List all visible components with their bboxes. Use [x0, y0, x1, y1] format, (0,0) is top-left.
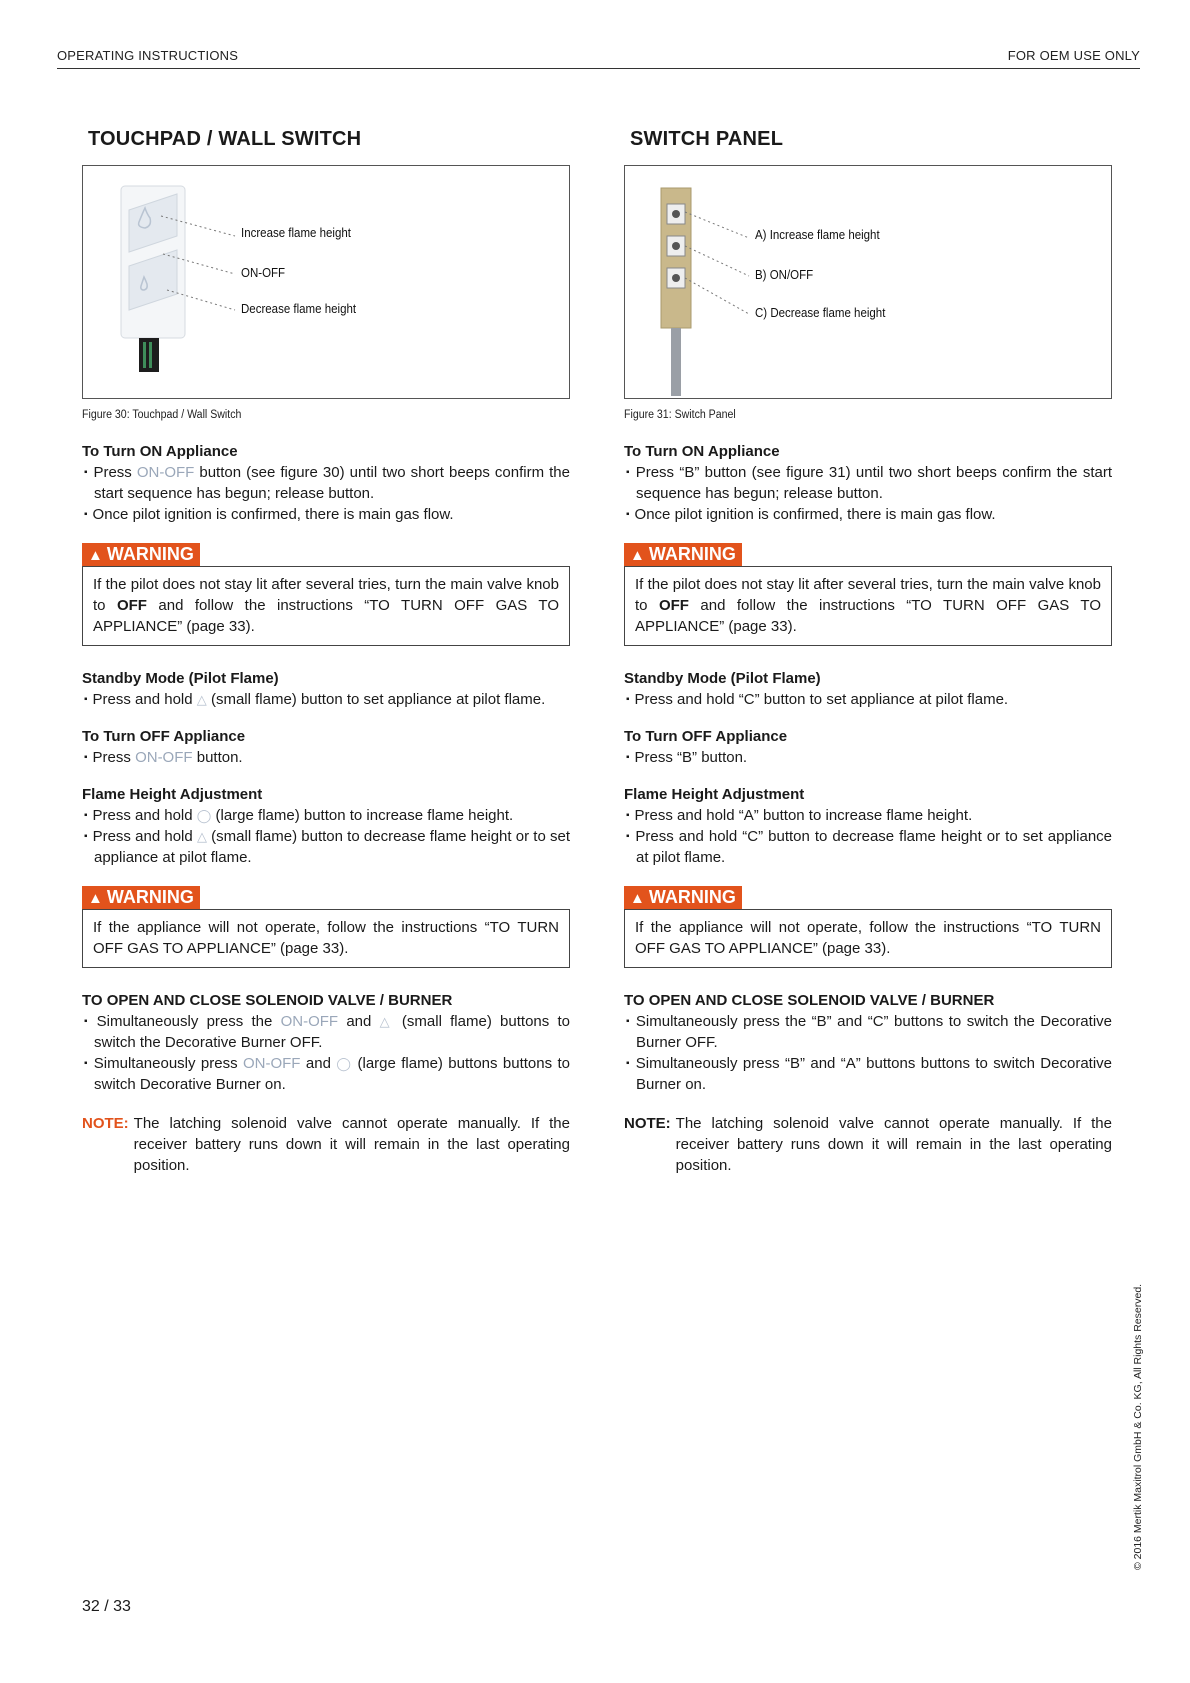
small-flame-icon: △ — [196, 692, 207, 707]
turn-off-bullet-1: ▪ Press ON-OFF button. — [82, 747, 570, 768]
flame-adjust-heading: Flame Height Adjustment — [82, 786, 263, 803]
touchpad-illustration — [83, 166, 571, 398]
left-column — [82, 120, 570, 1176]
flame-adjust-heading: Flame Height Adjustment — [624, 786, 805, 803]
header-right: FOR OEM USE ONLY — [1007, 48, 1140, 63]
small-flame-icon: △ — [379, 1014, 394, 1029]
warning-label: ▲ WARNING — [624, 543, 742, 566]
warning-box: If the pilot does not stay lit after several tries, turn the main valve knob to OFF and follow the instructions “TO TURN OFF GAS TO APPLIANCE” (page 33). — [82, 566, 570, 646]
turn-on-bullet-2: ▪ Once pilot ignition is confirmed, there is main gas flow. — [624, 504, 1112, 525]
warning-label: ▲ WARNING — [82, 886, 200, 909]
touchpad-section-title: TOUCHPAD / WALL SWITCH — [88, 128, 362, 150]
warning-2 — [82, 886, 570, 968]
flame-adjust-block — [624, 786, 1112, 868]
warning-triangle-icon: ▲ — [630, 890, 645, 907]
flame-adjust-bullet-2: ▪ Press and hold △ (small flame) button to decrease flame height or to set appliance at pilot flame. — [82, 826, 570, 868]
solenoid-block — [82, 992, 570, 1095]
large-flame-icon: ◯ — [196, 808, 212, 823]
warning-1 — [82, 543, 570, 646]
solenoid-heading: TO OPEN AND CLOSE SOLENOID VALVE / BURNER — [82, 992, 453, 1009]
warning-box: If the appliance will not operate, follow the instructions “TO TURN OFF GAS TO APPLIANCE” (page 33). — [82, 909, 570, 968]
turn-off-heading: To Turn OFF Appliance — [624, 728, 788, 745]
callout-on-off: ON-OFF — [241, 266, 286, 280]
standby-heading: Standby Mode (Pilot Flame) — [82, 670, 279, 687]
flame-adjust-bullet-1: ▪ Press and hold “A” button to increase flame height. — [624, 805, 1112, 826]
standby-bullet-1: ▪ Press and hold “C” button to set appliance at pilot flame. — [624, 689, 1112, 710]
callout-a-increase-flame: A) Increase flame height — [755, 228, 880, 242]
warning-box: If the pilot does not stay lit after several tries, turn the main valve knob to OFF and follow the instructions “TO TURN OFF GAS TO APPLIANCE” (page 33). — [624, 566, 1112, 646]
solenoid-block — [624, 992, 1112, 1095]
turn-on-bullet-2: ▪ Once pilot ignition is confirmed, there is main gas flow. — [82, 504, 570, 525]
turn-off-block — [624, 728, 1112, 768]
warning-label: ▲ WARNING — [624, 886, 742, 909]
turn-off-block — [82, 728, 570, 768]
solenoid-bullet-1: ▪ Simultaneously press the ON-OFF and △ (small flame) buttons to switch the Decorative Burner OFF. — [82, 1011, 570, 1053]
copyright-notice: © 2016 Mertik Maxitrol GmbH & Co. KG, All Rights Reserved. — [1132, 1283, 1144, 1570]
right-column — [624, 120, 1112, 1176]
turn-on-block — [624, 443, 1112, 525]
header-rule — [57, 68, 1140, 69]
note-label: NOTE: — [82, 1115, 129, 1132]
figure-switch-panel — [624, 165, 1112, 399]
turn-on-block — [82, 443, 570, 525]
callout-c-decrease-flame: C) Decrease flame height — [755, 306, 886, 320]
warning-1 — [624, 543, 1112, 646]
warning-2 — [624, 886, 1112, 968]
note-label: NOTE: — [624, 1115, 671, 1132]
note-text: The latching solenoid valve cannot operate manually. If the receiver battery runs down it will remain in the last operating position. — [675, 1115, 1112, 1174]
note-text: The latching solenoid valve cannot operate manually. If the receiver battery runs down it will remain in the last operating position. — [133, 1115, 570, 1174]
turn-off-heading: To Turn OFF Appliance — [82, 728, 246, 745]
turn-on-heading: To Turn ON Appliance — [82, 443, 238, 460]
figure-touchpad — [82, 165, 570, 399]
switch-panel-illustration — [625, 166, 1113, 398]
solenoid-bullet-2: ▪ Simultaneously press ON-OFF and ◯ (large flame) buttons buttons to switch Decorative Burner on. — [82, 1053, 570, 1095]
warning-triangle-icon: ▲ — [88, 547, 103, 564]
solenoid-bullet-2: ▪ Simultaneously press “B” and “A” buttons buttons to switch Decorative Burner on. — [624, 1053, 1112, 1095]
turn-off-bullet-1: ▪ Press “B” button. — [624, 747, 1112, 768]
figure-30-caption: Figure 30: Touchpad / Wall Switch — [82, 409, 242, 421]
turn-on-bullet-1: ▪ Press ON-OFF button (see figure 30) until two short beeps confirm the start sequence has begun; release button. — [82, 462, 570, 504]
standby-bullet-1: ▪ Press and hold △ (small flame) button to set appliance at pilot flame. — [82, 689, 570, 710]
figure-31-caption: Figure 31: Switch Panel — [624, 409, 736, 421]
warning-box: If the appliance will not operate, follow the instructions “TO TURN OFF GAS TO APPLIANCE” (page 33). — [624, 909, 1112, 968]
solenoid-heading: TO OPEN AND CLOSE SOLENOID VALVE / BURNER — [624, 992, 995, 1009]
note — [82, 1113, 570, 1176]
flame-adjust-block — [82, 786, 570, 868]
turn-on-heading: To Turn ON Appliance — [624, 443, 780, 460]
standby-block — [82, 670, 570, 710]
switch-panel-section-title: SWITCH PANEL — [630, 128, 784, 150]
standby-block — [624, 670, 1112, 710]
turn-on-bullet-1: ▪ Press “B” button (see figure 31) until two short beeps confirm the start sequence has begun; release button. — [624, 462, 1112, 504]
callout-increase-flame: Increase flame height — [241, 226, 351, 240]
warning-label: ▲ WARNING — [82, 543, 200, 566]
note — [624, 1113, 1112, 1176]
header-left: OPERATING INSTRUCTIONS — [57, 48, 239, 63]
flame-adjust-bullet-2: ▪ Press and hold “C” button to decrease flame height or to set appliance at pilot flame. — [624, 826, 1112, 868]
large-flame-icon: ◯ — [336, 1056, 353, 1071]
standby-heading: Standby Mode (Pilot Flame) — [624, 670, 821, 687]
flame-adjust-bullet-1: ▪ Press and hold ◯ (large flame) button to increase flame height. — [82, 805, 570, 826]
solenoid-bullet-1: ▪ Simultaneously press the “B” and “C” buttons to switch the Decorative Burner OFF. — [624, 1011, 1112, 1053]
warning-triangle-icon: ▲ — [88, 890, 103, 907]
warning-triangle-icon: ▲ — [630, 547, 645, 564]
callout-decrease-flame: Decrease flame height — [241, 302, 357, 316]
small-flame-icon: △ — [196, 829, 207, 844]
page-number: 32 / 33 — [82, 1598, 131, 1615]
callout-b-on-off: B) ON/OFF — [755, 268, 814, 282]
